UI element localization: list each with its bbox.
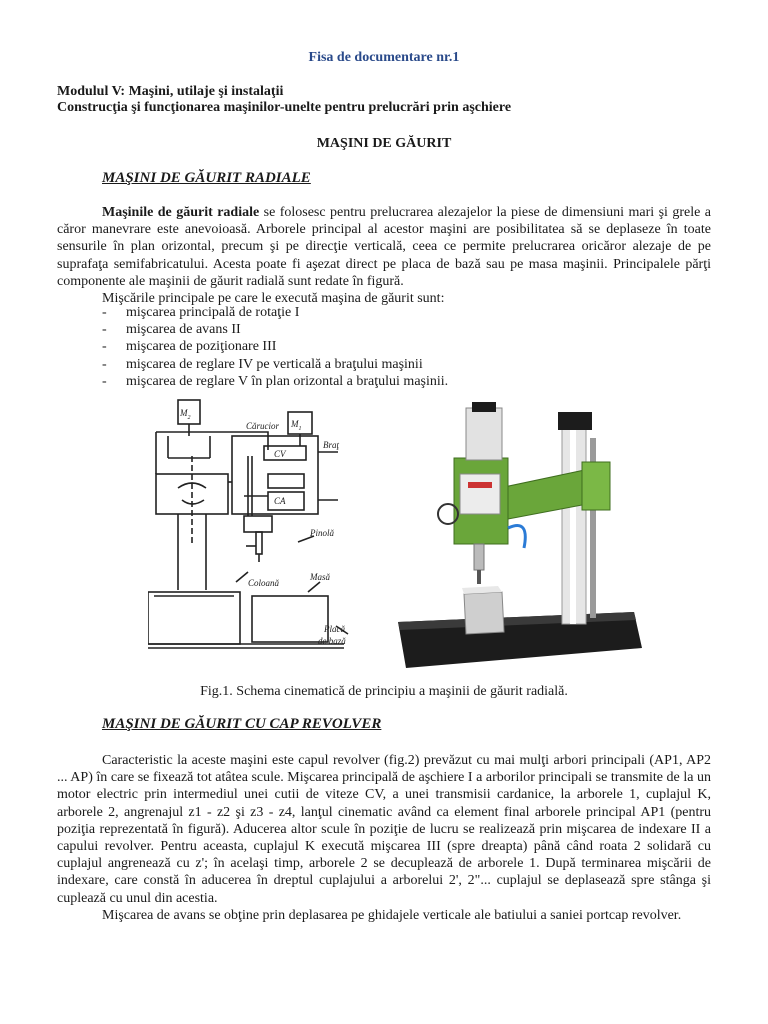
- placa-label-2: de bază: [318, 636, 346, 646]
- kinematic-schematic-figure: [148, 396, 360, 674]
- list-item: - mişcarea de reglare IV pe verticală a braţului maşinii: [102, 356, 423, 372]
- motor-m2-label: $M_2$: [180, 408, 191, 421]
- carucior-label: Cărucior: [246, 421, 280, 431]
- figure1-caption: Fig.1. Schema cinematică de principiu a maşinii de găurit radială.: [200, 684, 568, 699]
- subject-line: Construcţia şi funcţionarea maşinilor-unelte pentru prelucrări prin aşchiere: [57, 100, 512, 115]
- list-item: - mişcarea de poziţionare III: [102, 339, 277, 355]
- main-title: MAŞINI DE GĂURIT: [316, 136, 452, 151]
- section-heading-revolver: MAŞINI DE GĂURIT CU CAP REVOLVER: [102, 716, 382, 732]
- list-item: - mişcarea principală de rotaţie I: [102, 305, 300, 320]
- ca-label: CA: [274, 496, 286, 506]
- section-heading-radial: MAŞINI DE GĂURIT RADIALE: [102, 170, 311, 186]
- list-item: - mişcarea de avans II: [102, 322, 241, 338]
- placa-label: Placă: [324, 624, 345, 634]
- document-title: Fisa de documentare nr.1: [308, 50, 460, 65]
- revolver-paragraph-1: Caracteristic la aceste maşini este capul revolver (fig.2) prevăzut cu mai mulţi arbori principali (AP1, AP2 ... AP) în care se fixează tot atâtea scule. Mişcarea principală de aşchiere I a arborilor principali se transmite de la un motor electric prin intermediul unei cutii de viteze CV, a unei transmisii cardanice, la arborele 1, cuplajul K, arborele 2, angrenajul z1 - z2 şi z3 - z4, lanţul cinematic având ca element final arborele principal AP1 (pentru poziţia reprezentată în figură). Aducerea altor scule în poziţie de lucru se realizează prin mişcarea de indexare II a capului revolver. Pentru aceasta, cuplajul K execută mişcarea III (spre dreapta) până când roata 2 solidară cu cuplajul angrenează cu z'; în acelaşi timp, arborele 2 se decuplează de arborele 1. După terminarea mişcării de indexare, care constă în aducerea în dreptul cuplajului a arborelui 2', 2"... cuplajul se deplasează spre stânga şi cuplează cu unul din acestia.: [57, 753, 711, 906]
- motor-m1-label: $M_1$: [291, 419, 302, 432]
- movements-list: [102, 304, 448, 390]
- section1-paragraph: [57, 204, 711, 307]
- intro-bold-term: Maşinile de găurit radiale: [102, 205, 260, 220]
- module-line: Modulul V: Maşini, utilaje şi instalaţii: [57, 84, 284, 99]
- module-heading: [57, 84, 511, 116]
- masa-label: Masă: [310, 572, 330, 582]
- list-item: - mişcarea de reglare V în plan orizontal a braţului maşinii.: [102, 373, 449, 389]
- pinola-label: Pinolă: [310, 528, 334, 538]
- radial-drill-photo: [384, 398, 648, 672]
- coloana-label: Coloană: [248, 578, 280, 588]
- brat-label: Braţ: [323, 440, 340, 450]
- cv-label: CV: [274, 449, 286, 459]
- movements-intro: Mişcările principale pe care le execută maşina de găurit sunt:: [102, 291, 445, 307]
- revolver-paragraph-2: Mişcarea de avans se obţine prin deplasarea pe ghidajele verticale ale batiului a saniei portcap revolver.: [102, 907, 682, 923]
- section2-paragraph: [57, 752, 711, 924]
- intro-text: se folosesc pentru prelucrarea alezajelor la piese de dimensiuni mari şi grele a căror manevrare este anevoioasă. Arborele principal al acestor maşini are posibilitatea să se deplaseze în toate sensurile în plan orizontal, precum şi pe direcţie verticală, ceea ce permite prelucrarea oricăror alezaje de pe suprafaţa semifabricatului. Acesta poate fi aşezat direct pe placa de bază sau pe masa maşinii. Principalele părţi componente ale maşinii de găurit radială sunt redate în figură.: [57, 205, 711, 289]
